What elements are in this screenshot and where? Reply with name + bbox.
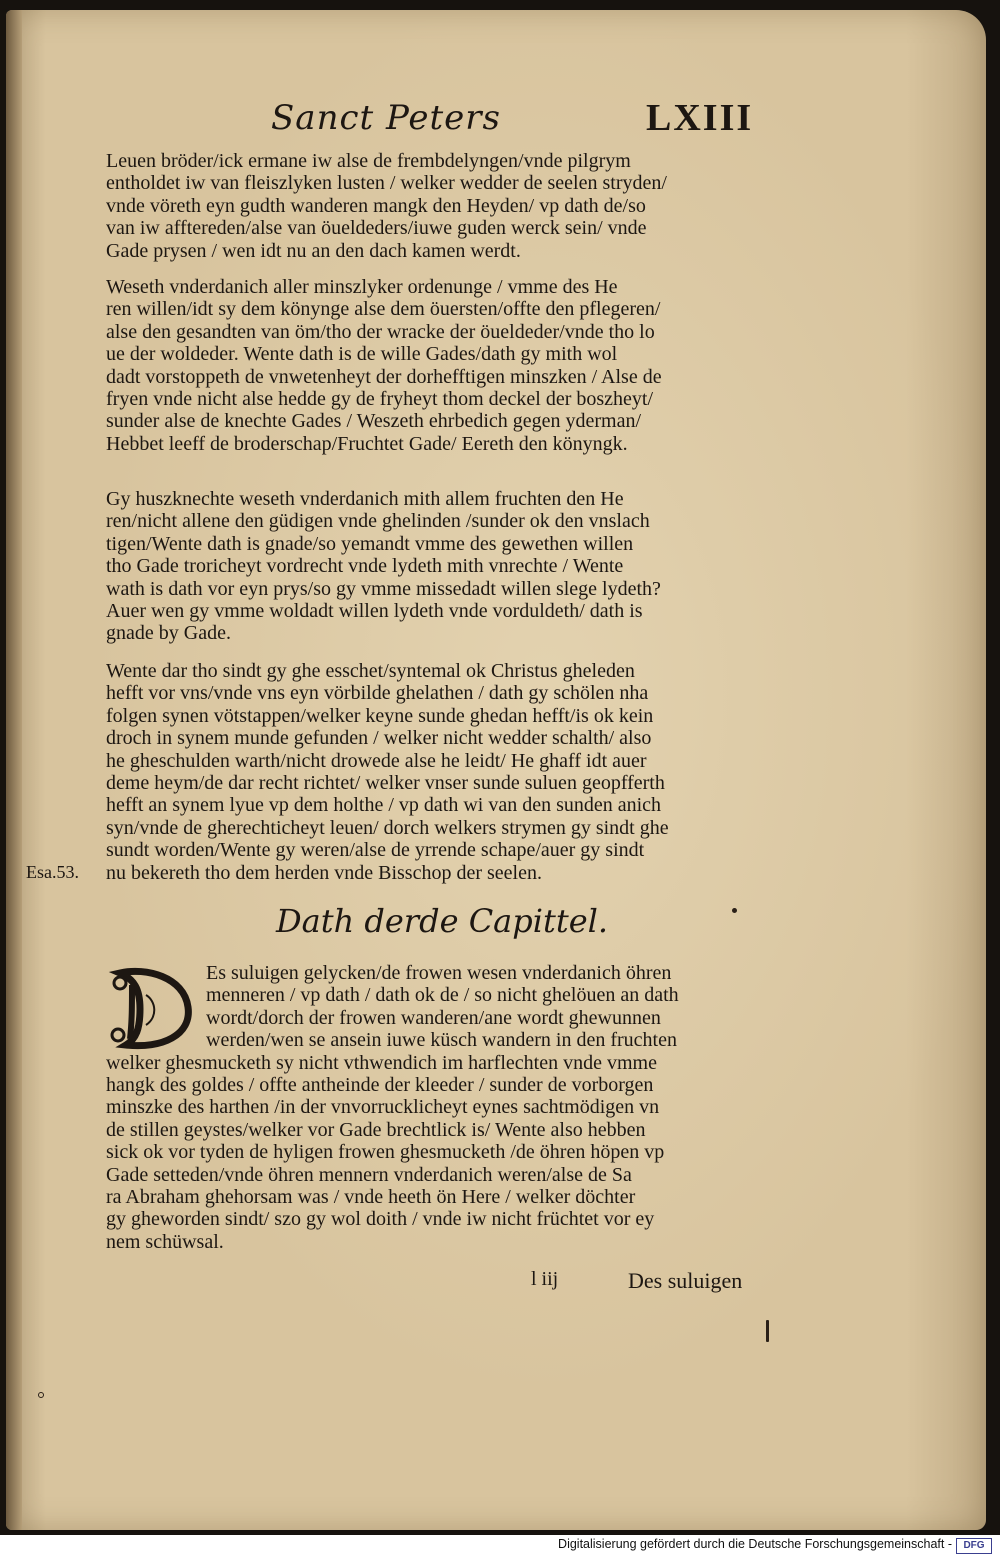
paragraph-5 <box>106 962 776 1253</box>
ink-mark <box>766 1320 769 1342</box>
text-line: Auer wen gy vmme woldadt willen lydeth vnde vorduldeth/ dath is <box>106 599 643 622</box>
dfg-logo-icon: DFG <box>956 1538 992 1554</box>
footer-bar <box>0 1535 1000 1555</box>
text-line: hefft vor vns/vnde vns eyn vörbilde ghelathen / dath gy schölen nha <box>106 682 649 705</box>
text-line: dadt vorstoppeth de vnwetenheyt der dorhefftigen minszken / Alse de <box>106 365 662 388</box>
text-line: sick ok vor tyden de hyligen frowen ghesmucketh /de öhren höpen vp <box>106 1141 665 1164</box>
folio-number: LXIII <box>646 97 754 139</box>
running-head-title: Sanct Peters <box>271 98 501 138</box>
text-line: deme heym/de dar recht richtet/ welker vnser sunde suluen geopfferth <box>106 771 665 794</box>
text-line: van iw afftereden/alse van öueldeders/iuwe guden werck sein/ vnde <box>106 217 647 240</box>
text-line: Leuen bröder/ick ermane iw alse de frembdelyngen/vnde pilgrym <box>106 150 631 172</box>
text-line: tigen/Wente dath is gnade/so yemandt vmme des gewethen willen <box>106 532 634 555</box>
text-line: wath is dath vor eyn prys/so gy vmme missedadt willen slege lydeth? <box>106 577 661 600</box>
paragraph-1 <box>106 150 776 262</box>
margin-note: Esa.53. <box>26 862 79 882</box>
text-line: Wente dar tho sindt gy ghe esschet/syntemal ok Christus gheleden <box>106 660 635 682</box>
text-line: welker ghesmucketh sy nicht vthwendich im harflechten vnde vmme <box>106 1051 657 1074</box>
text-line: Es suluigen gelycken/de frowen wesen vnderdanich öhren <box>206 962 672 984</box>
text-line: nu bekereth tho dem herden vnde Bisschop der seelen. <box>106 861 542 884</box>
text-line: werden/wen se ansein iuwe küsch wandern in den fruchten <box>206 1029 677 1052</box>
text-line: sunder alse de knechte Gades / Weszeth ehrbedich gegen yderman/ <box>106 410 642 433</box>
text-line: vnde vöreth eyn gudth wanderen mangk den Heyden/ vp dath de/so <box>106 194 646 217</box>
text-line: Hebbet leeff de broderschap/Fruchtet Gade/ Eereth den könyngk. <box>106 432 628 455</box>
text-line: sundt worden/Wente gy weren/alse de yrrende schape/auer gy sindt <box>106 839 645 862</box>
text-line: syn/vnde de gherechticheyt leuen/ dorch welkers strymen gy sindt ghe <box>106 816 669 839</box>
catchword: Des suluigen <box>628 1268 743 1293</box>
text-line: ren willen/idt sy dem könynge alse dem öuersten/offte den pflegeren/ <box>106 298 661 321</box>
text-line: Gade setteden/vnde öhren mennern vnderdanich weren/alse de Sa <box>106 1163 632 1186</box>
book-page <box>6 10 986 1530</box>
text-line: droch in synem munde gefunden / welker nicht wedder schalth/ also <box>106 727 652 750</box>
text-line: gy gheworden sindt/ szo gy wol doith / vnde iw nicht früchtet vor ey <box>106 1208 655 1231</box>
funding-notice: Digitalisierung gefördert durch die Deutsche Forschungsgemeinschaft - <box>558 1537 952 1551</box>
signature-mark: l iij <box>531 1268 559 1290</box>
text-line: entholdet iw van fleiszlyken lusten / welker wedder de seelen stryden/ <box>106 172 667 195</box>
text-line: alse den gesandten van öm/tho der wracke der öueldeder/vnde tho lo <box>106 320 655 343</box>
text-line: Weseth vnderdanich aller minszlyker ordenunge / vmme des He <box>106 276 618 298</box>
text-line: fryen vnde nicht alse hedde gy de fryheyt thom deckel der boszheyt/ <box>106 387 654 410</box>
text-line: wordt/dorch der frowen wanderen/ane wordt ghewunnen <box>206 1006 661 1029</box>
text-line: ren/nicht allene den güdigen vnde ghelinden /sunder ok den vnslach <box>106 510 650 533</box>
text-line: minszke des harthen /in der vnvorrucklicheyt eynes sachtmödigen vn <box>106 1096 660 1119</box>
text-line: ue der woldeder. Wente dath is de wille Gades/dath gy mith wol <box>106 343 618 366</box>
text-line: hangk des goldes / offte antheinde der kleeder / sunder de vorborgen <box>106 1073 654 1096</box>
ink-speck <box>38 1392 44 1398</box>
paragraph-4 <box>106 660 776 884</box>
chapter-title: Dath derde Capittel. <box>276 902 609 940</box>
text-line: Gy huszknechte weseth vnderdanich mith allem fruchten den He <box>106 488 624 510</box>
paragraph-3 <box>106 488 776 645</box>
binding-edge <box>6 10 22 1530</box>
text-line: tho Gade troricheyt vordrecht vnde lydeth mith vnrechte / Wente <box>106 555 624 578</box>
text-line: nem schüwsal. <box>106 1230 224 1253</box>
text-line: de stillen geystes/welker vor Gade brechtlick is/ Wente also hebben <box>106 1118 646 1141</box>
text-line: Gade prysen / wen idt nu an den dach kamen werdt. <box>106 239 521 262</box>
text-line: folgen synen vötstappen/welker keyne sunde ghedan hefft/is ok kein <box>106 704 654 727</box>
text-line: gnade by Gade. <box>106 622 231 645</box>
text-line: ra Abraham ghehorsam was / vnde heeth ön Here / welker döchter <box>106 1185 636 1208</box>
paragraph-2 <box>106 276 776 455</box>
text-line: he gheschulden warth/nicht drowede alse he leidt/ He ghaff idt auer <box>106 749 647 772</box>
text-line: menneren / vp dath / dath ok de / so nicht ghelöuen an dath <box>206 984 679 1007</box>
ink-speck <box>732 908 737 913</box>
text-line: hefft an synem lyue vp dem holthe / vp dath wi van den sunden anich <box>106 794 662 817</box>
